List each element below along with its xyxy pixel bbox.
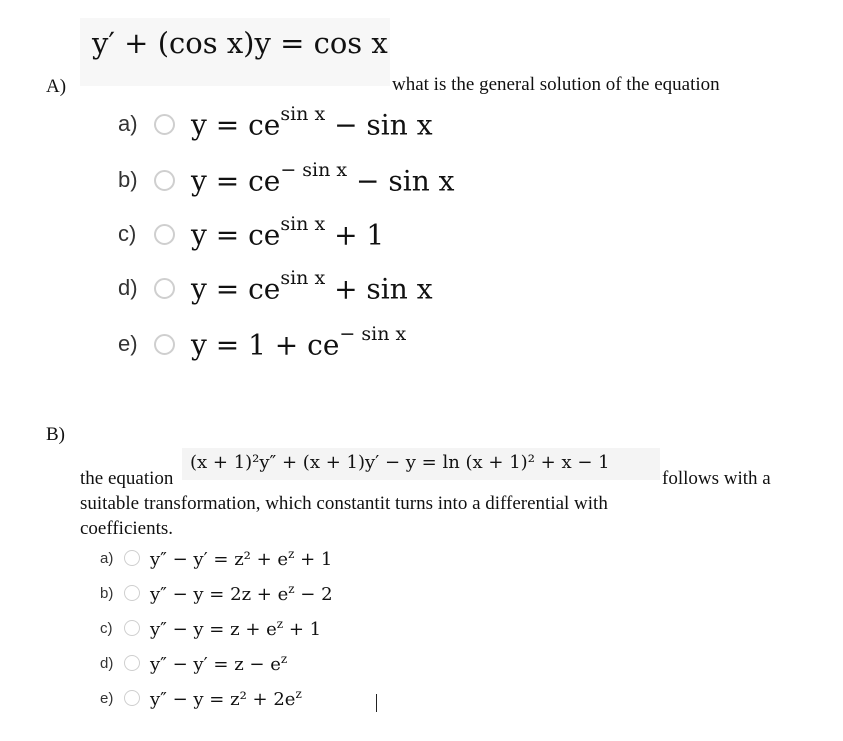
option-expression: $y'' - y' = z - e^z$ <box>150 651 288 675</box>
option-expression: $y'' - y' = z^2 + e^z + 1$ <box>150 546 333 570</box>
text-cursor <box>376 694 377 712</box>
option-expression: $y = ce^{- sin x} - \sin x$ <box>191 158 455 198</box>
question-b-intro: the equation <box>80 468 174 489</box>
option-expression: $y'' - y = z^2 + 2e^z$ <box>150 686 302 710</box>
option-expression: $y = 1 + ce^{- sin x}$ <box>191 322 407 362</box>
radio-button[interactable] <box>154 278 175 299</box>
option-expression: $y = ce^{sin x} - \sin x$ <box>191 102 433 142</box>
option-expression: $y = ce^{sin x} + \sin x$ <box>191 266 433 306</box>
option-letter: d) <box>100 654 114 672</box>
option-a-e[interactable] <box>118 324 406 364</box>
part-a-label: A) <box>46 76 67 97</box>
radio-button[interactable] <box>154 224 175 245</box>
question-b-line2: suitable transformation, which constantit turns into a differential with <box>80 493 608 514</box>
option-b-a[interactable] <box>100 545 332 571</box>
option-a-b[interactable] <box>118 160 454 200</box>
radio-button[interactable] <box>154 334 175 355</box>
option-b-b[interactable] <box>100 580 333 606</box>
option-b-d[interactable] <box>100 650 287 676</box>
option-letter: d) <box>118 275 138 300</box>
option-b-e[interactable] <box>100 685 302 711</box>
option-letter: a) <box>100 549 114 567</box>
radio-button[interactable] <box>154 170 175 191</box>
option-a-a[interactable] <box>118 104 432 144</box>
option-a-d[interactable] <box>118 268 432 308</box>
option-expression: $y'' - y = 2z + e^z - 2$ <box>150 581 333 605</box>
question-a-text: what is the general solution of the equation <box>392 74 720 95</box>
option-expression: $y = ce^{sin x} + 1$ <box>191 212 385 252</box>
radio-button[interactable] <box>154 114 175 135</box>
equation-b: (x + 1)²y″ + (x + 1)y′ − y = ln (x + 1)² + x − 1 <box>190 452 610 473</box>
equation-a: y′ + (cos x)y = cos x <box>92 26 388 60</box>
option-letter: c) <box>118 221 137 246</box>
option-letter: b) <box>100 584 114 602</box>
option-letter: e) <box>118 331 138 356</box>
radio-button[interactable] <box>124 585 140 601</box>
radio-button[interactable] <box>124 690 140 706</box>
option-letter: b) <box>118 167 138 192</box>
radio-button[interactable] <box>124 620 140 636</box>
radio-button[interactable] <box>124 655 140 671</box>
option-a-c[interactable] <box>118 214 384 254</box>
option-letter: a) <box>118 111 138 136</box>
option-letter: c) <box>100 619 113 637</box>
option-b-c[interactable] <box>100 615 321 641</box>
question-b-trail: follows with a <box>662 468 771 489</box>
option-expression: $y'' - y = z + e^z + 1$ <box>150 616 322 640</box>
option-letter: e) <box>100 689 114 707</box>
question-b-line3: coefficients. <box>80 518 174 539</box>
part-b-label: B) <box>46 424 65 445</box>
radio-button[interactable] <box>124 550 140 566</box>
